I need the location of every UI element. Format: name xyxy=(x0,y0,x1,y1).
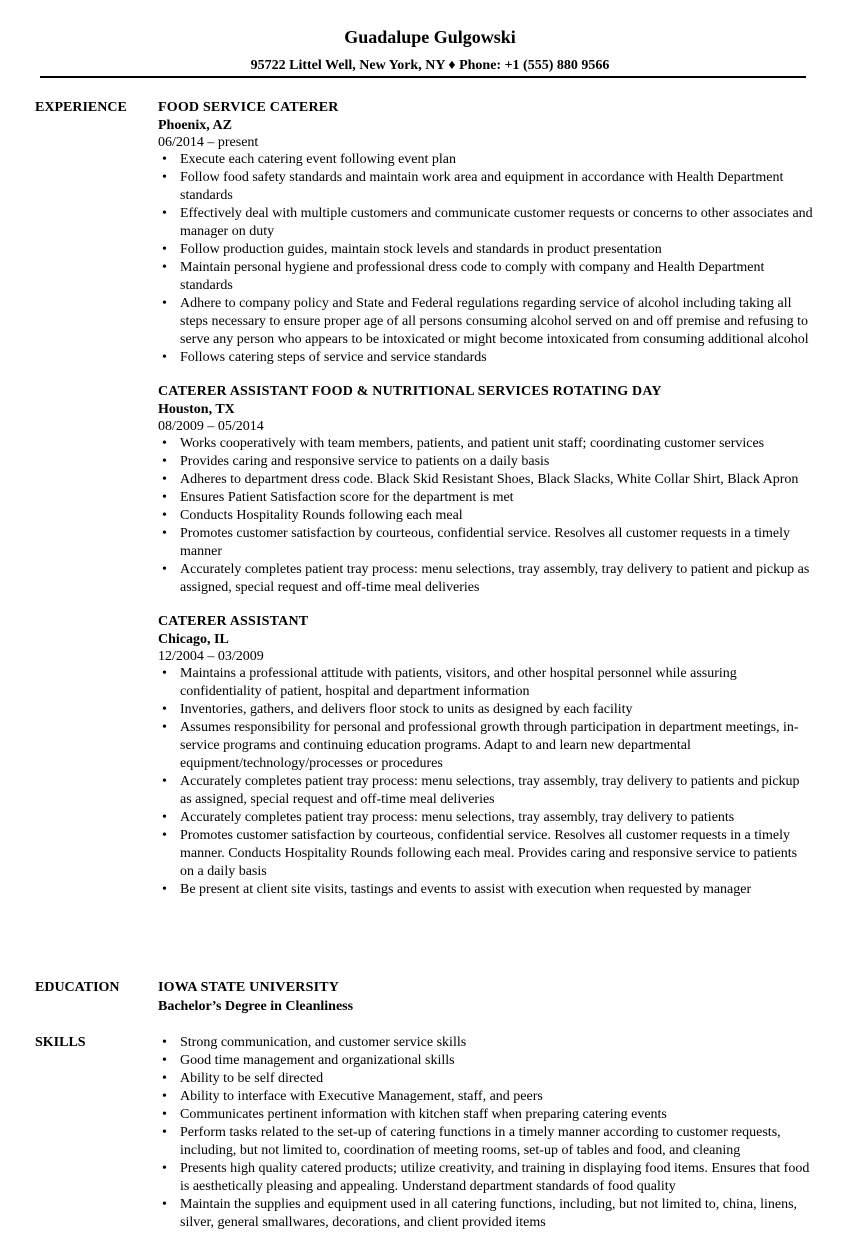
job-location: Phoenix, AZ xyxy=(158,118,232,133)
job-location: Houston, TX xyxy=(158,402,235,417)
skill-item: • Maintain the supplies and equipment used in all catering functions, including, but not limited to, china, linens, silver, general smallwares, decorations, and client provided items xyxy=(158,1196,813,1232)
job-entry xyxy=(158,383,813,597)
education-body xyxy=(158,979,813,1016)
bullet-item: • Effectively deal with multiple customers and communicate customer requests or concerns to other associates and manager on duty xyxy=(158,205,813,241)
degree: Bachelor’s Degree in Cleanliness xyxy=(158,999,354,1014)
job-location: Chicago, IL xyxy=(158,632,229,647)
job-bullets xyxy=(158,151,813,367)
bullet-item: • Be present at client site visits, tastings and events to assist with execution when requested by manager xyxy=(158,881,813,899)
bullet-item: • Accurately completes patient tray process: menu selections, tray assembly, tray delivery to patient and pickup as assigned, special request and off-time meal deliveries xyxy=(158,561,813,597)
job-entry xyxy=(158,613,813,899)
bullet-item: • Accurately completes patient tray process: menu selections, tray assembly, tray delivery to patients and pickup as assigned, special request and off-time meal deliveries xyxy=(158,773,813,809)
bullet-item: • Execute each catering event following event plan xyxy=(158,151,813,169)
bullet-item: • Follow production guides, maintain stock levels and standards in product presentation xyxy=(158,241,813,259)
bullet-item: • Conducts Hospitality Rounds following each meal xyxy=(158,507,813,525)
skills-list xyxy=(158,1034,813,1232)
school-name: IOWA STATE UNIVERSITY xyxy=(158,980,340,995)
candidate-name: Guadalupe Gulgowski xyxy=(344,27,516,47)
bullet-item: • Adhere to company policy and State and Federal regulations regarding service of alcohol including taking all steps necessary to ensure proper age of all persons consuming alcohol served on and off premise and refusing to serve any person who appears to be intoxicated or might become intoxicated from consuming additional alcohol xyxy=(158,295,813,349)
bullet-item: • Ensures Patient Satisfaction score for the department is met xyxy=(158,489,813,507)
job-title: CATERER ASSISTANT FOOD & NUTRITIONAL SERVICES ROTATING DAY xyxy=(158,384,662,399)
header-divider xyxy=(40,76,806,78)
job-bullets xyxy=(158,665,813,899)
bullet-item: • Accurately completes patient tray process: menu selections, tray assembly, tray delivery to patients xyxy=(158,809,813,827)
job-entry xyxy=(158,99,813,367)
skill-item: • Communicates pertinent information with kitchen staff when preparing catering events xyxy=(158,1106,813,1124)
bullet-item: • Maintain personal hygiene and professional dress code to comply with company and Health Department standards xyxy=(158,259,813,295)
experience-heading: EXPERIENCE xyxy=(35,100,127,115)
bullet-item: • Provides caring and responsive service to patients on a daily basis xyxy=(158,453,813,471)
bullet-item: • Promotes customer satisfaction by courteous, confidential service. Resolves all customer requests in a timely manner xyxy=(158,525,813,561)
resume-header xyxy=(0,26,860,75)
bullet-item: • Promotes customer satisfaction by courteous, confidential service. Resolves all customer requests in a timely manner. Conducts Hospitality Rounds following each meal. Provides caring and responsive service to patients on a daily basis xyxy=(158,827,813,881)
skill-item: • Perform tasks related to the set-up of catering functions in a timely manner according to customer requests, including, but not limited to, coordination of meeting rooms, set-up of tables and food, and cleaning xyxy=(158,1124,813,1160)
bullet-item: • Maintains a professional attitude with patients, visitors, and other hospital personnel while assuring confidentiality of patient, hospital and department information xyxy=(158,665,813,701)
job-dates: 08/2009 – 05/2014 xyxy=(158,419,264,434)
skill-item: • Good time management and organizational skills xyxy=(158,1052,813,1070)
job-dates: 06/2014 – present xyxy=(158,135,259,150)
bullet-item: • Inventories, gathers, and delivers floor stock to units as designed by each facility xyxy=(158,701,813,719)
experience-body xyxy=(158,99,813,915)
skills-heading: SKILLS xyxy=(35,1035,86,1050)
skills-body xyxy=(158,1034,813,1232)
job-title: CATERER ASSISTANT xyxy=(158,614,309,629)
skill-item: • Strong communication, and customer service skills xyxy=(158,1034,813,1052)
job-title: FOOD SERVICE CATERER xyxy=(158,100,339,115)
bullet-item: • Adheres to department dress code. Black Skid Resistant Shoes, Black Slacks, White Collar Shirt, Black Apron xyxy=(158,471,813,489)
skill-item: • Ability to be self directed xyxy=(158,1070,813,1088)
education-heading: EDUCATION xyxy=(35,980,120,995)
job-dates: 12/2004 – 03/2009 xyxy=(158,649,264,664)
skill-item: • Ability to interface with Executive Management, staff, and peers xyxy=(158,1088,813,1106)
bullet-item: • Assumes responsibility for personal and professional growth through participation in department meetings, in-service programs and continuing education programs. Adapt to and learn new departmental equipment/technology/processes or procedures xyxy=(158,719,813,773)
bullet-item: • Works cooperatively with team members, patients, and patient unit staff; coordinating customer services xyxy=(158,435,813,453)
job-bullets xyxy=(158,435,813,597)
skill-item: • Presents high quality catered products; utilize creativity, and training in displaying food items. Ensures that food is aesthetically pleasing and appealing. Understand department standards of food quality xyxy=(158,1160,813,1196)
bullet-item: • Follows catering steps of service and service standards xyxy=(158,349,813,367)
bullet-item: • Follow food safety standards and maintain work area and equipment in accordance with Health Department standards xyxy=(158,169,813,205)
contact-line: 95722 Littel Well, New York, NY ♦ Phone: +1 (555) 880 9566 xyxy=(250,58,610,73)
